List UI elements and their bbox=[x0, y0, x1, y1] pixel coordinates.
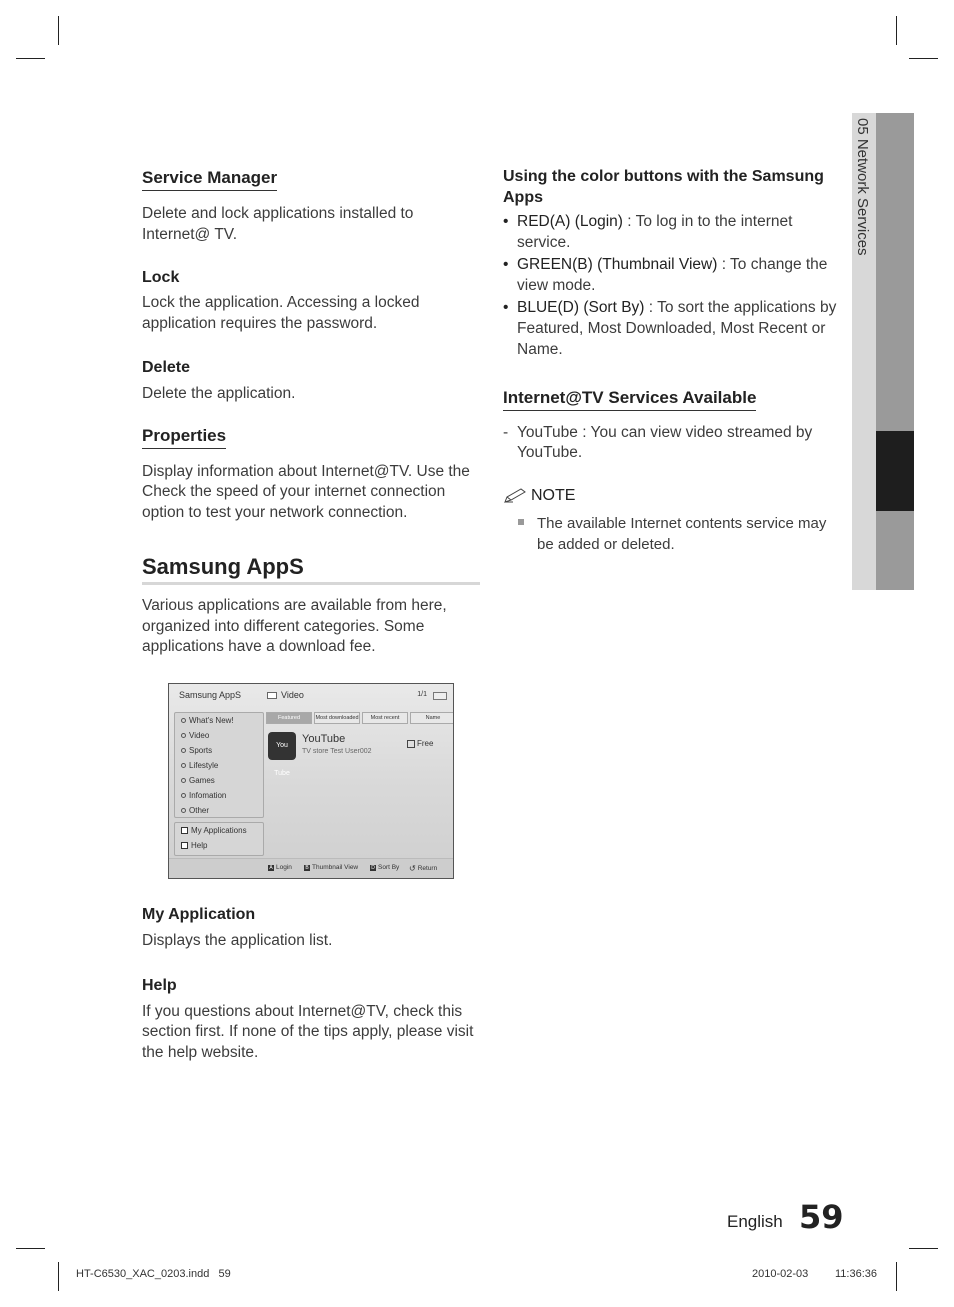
side-tab-bar bbox=[876, 113, 914, 590]
pencil-icon bbox=[503, 488, 527, 504]
crop-mark bbox=[58, 1262, 59, 1291]
services-heading: Internet@TV Services Available bbox=[503, 388, 756, 411]
list-item: • RED(A) (Login) : To log in to the internet service. bbox=[503, 211, 843, 253]
footer-language: English bbox=[727, 1212, 783, 1231]
samsung-apps-heading: Samsung AppS bbox=[142, 554, 480, 585]
samsung-apps-text: Various applications are available from here, organized into different categories. Some applications have a download fee. bbox=[142, 597, 447, 655]
return-icon: ↺ bbox=[409, 864, 416, 873]
crop-mark bbox=[16, 58, 45, 59]
key-b-icon: B bbox=[305, 864, 309, 871]
delete-heading: Delete bbox=[142, 359, 191, 376]
service-manager-heading: Service Manager bbox=[142, 168, 277, 191]
left-column bbox=[142, 166, 480, 658]
login-button[interactable]: A Login bbox=[269, 864, 292, 871]
screen-category-label: Video bbox=[281, 690, 304, 700]
side-tab-marker bbox=[876, 431, 914, 511]
services-list bbox=[503, 423, 843, 463]
key-a-icon: A bbox=[269, 864, 273, 871]
help-text: If you questions about Internet@TV, check this section first. If none of the tips apply, please visit the help website. bbox=[142, 1002, 474, 1061]
my-application-text: Displays the application list. bbox=[142, 932, 333, 949]
page-number: 59 bbox=[799, 1198, 844, 1236]
screen-bottombar bbox=[169, 858, 453, 879]
menu-item[interactable]: Infomation bbox=[181, 791, 226, 800]
bullet-icon bbox=[181, 793, 186, 798]
crop-mark bbox=[909, 1248, 938, 1249]
page-indicator-icon bbox=[433, 692, 447, 700]
my-application-heading: My Application bbox=[142, 906, 256, 923]
menu-item[interactable]: Games bbox=[181, 776, 215, 785]
screen-title: Samsung AppS bbox=[179, 690, 242, 700]
crop-mark bbox=[909, 58, 938, 59]
tab-most-downloaded[interactable]: Most downloaded bbox=[314, 712, 360, 724]
note-heading bbox=[503, 487, 843, 505]
crop-mark bbox=[16, 1248, 45, 1249]
list-item: The available Internet contents service may be added or deleted. bbox=[503, 513, 843, 555]
help-heading: Help bbox=[142, 976, 177, 994]
download-icon bbox=[407, 740, 415, 748]
color-buttons-heading: Using the color buttons with the Samsung Apps bbox=[503, 168, 824, 206]
price-label: Free bbox=[417, 739, 434, 748]
category-menu bbox=[174, 712, 264, 818]
menu-item[interactable]: Lifestyle bbox=[181, 761, 218, 770]
slug-date: 2010-02-03 bbox=[752, 1268, 809, 1280]
list-item: - YouTube : You can view video streamed by YouTube. bbox=[503, 423, 843, 463]
list-item: • BLUE(D) (Sort By) : To sort the applications by Featured, Most Downloaded, Most Recent or Name. bbox=[503, 297, 843, 360]
right-column bbox=[503, 166, 843, 555]
sort-tabs bbox=[266, 712, 454, 724]
video-icon bbox=[267, 692, 277, 699]
chapter-label-text: 05 Network Services bbox=[854, 118, 871, 256]
bullet-icon bbox=[181, 733, 186, 738]
delete-text: Delete the application. bbox=[142, 385, 296, 402]
menu-item[interactable]: Video bbox=[181, 731, 209, 740]
slug-time: 11:36:36 bbox=[835, 1268, 878, 1280]
properties-text: Display information about Internet@TV. Use the Check the speed of your internet connection option to test your network connection. bbox=[142, 462, 470, 521]
crop-mark bbox=[896, 1262, 897, 1291]
app-name: YouTube bbox=[302, 733, 346, 745]
app-subtitle: TV store Test User002 bbox=[302, 748, 372, 755]
tab-most-recent[interactable]: Most recent bbox=[362, 712, 408, 724]
menu-item-help[interactable]: Help bbox=[181, 841, 207, 850]
note-list bbox=[503, 513, 843, 555]
note-label: NOTE bbox=[531, 487, 576, 504]
lock-text: Lock the application. Accessing a locked application requires the password. bbox=[142, 294, 420, 332]
left-column-lower bbox=[142, 906, 480, 1063]
bullet-icon bbox=[181, 748, 186, 753]
sort-by-button[interactable]: D Sort By bbox=[371, 864, 400, 871]
bullet-icon bbox=[181, 778, 186, 783]
slug-file: HT-C6530_XAC_0203.indd 59 bbox=[76, 1268, 231, 1280]
screen-category bbox=[267, 690, 304, 700]
menu-item[interactable]: Other bbox=[181, 806, 209, 815]
price-tag bbox=[407, 739, 433, 748]
return-button[interactable]: ↺ Return bbox=[409, 864, 438, 873]
bullet-icon bbox=[181, 718, 186, 723]
list-item: • GREEN(B) (Thumbnail View) : To change the view mode. bbox=[503, 254, 843, 296]
youtube-app-icon[interactable]: You Tube bbox=[268, 732, 296, 760]
square-icon bbox=[181, 842, 188, 849]
menu-item[interactable]: Sports bbox=[181, 746, 212, 755]
properties-heading: Properties bbox=[142, 426, 226, 449]
tab-name[interactable]: Name bbox=[410, 712, 454, 724]
crop-mark bbox=[58, 16, 59, 45]
screen-page: 1/1 bbox=[417, 691, 427, 698]
samsung-apps-screenshot bbox=[168, 683, 454, 879]
screen-topbar bbox=[169, 684, 453, 706]
bullet-icon bbox=[181, 808, 186, 813]
menu-item[interactable]: What's New! bbox=[181, 716, 234, 725]
crop-mark bbox=[896, 16, 897, 45]
menu-item-my-applications[interactable]: My Applications bbox=[181, 826, 247, 835]
bullet-icon bbox=[181, 763, 186, 768]
tab-featured[interactable]: Featured bbox=[266, 712, 312, 724]
key-d-icon: D bbox=[371, 864, 375, 871]
lock-heading: Lock bbox=[142, 269, 180, 286]
square-icon bbox=[181, 827, 188, 834]
color-buttons-list bbox=[503, 211, 843, 360]
thumbnail-view-button[interactable]: B Thumbnail View bbox=[305, 864, 359, 871]
app-menu bbox=[174, 822, 264, 856]
chapter-label bbox=[853, 118, 875, 318]
service-manager-text: Delete and lock applications installed to Internet@ TV. bbox=[142, 205, 414, 243]
